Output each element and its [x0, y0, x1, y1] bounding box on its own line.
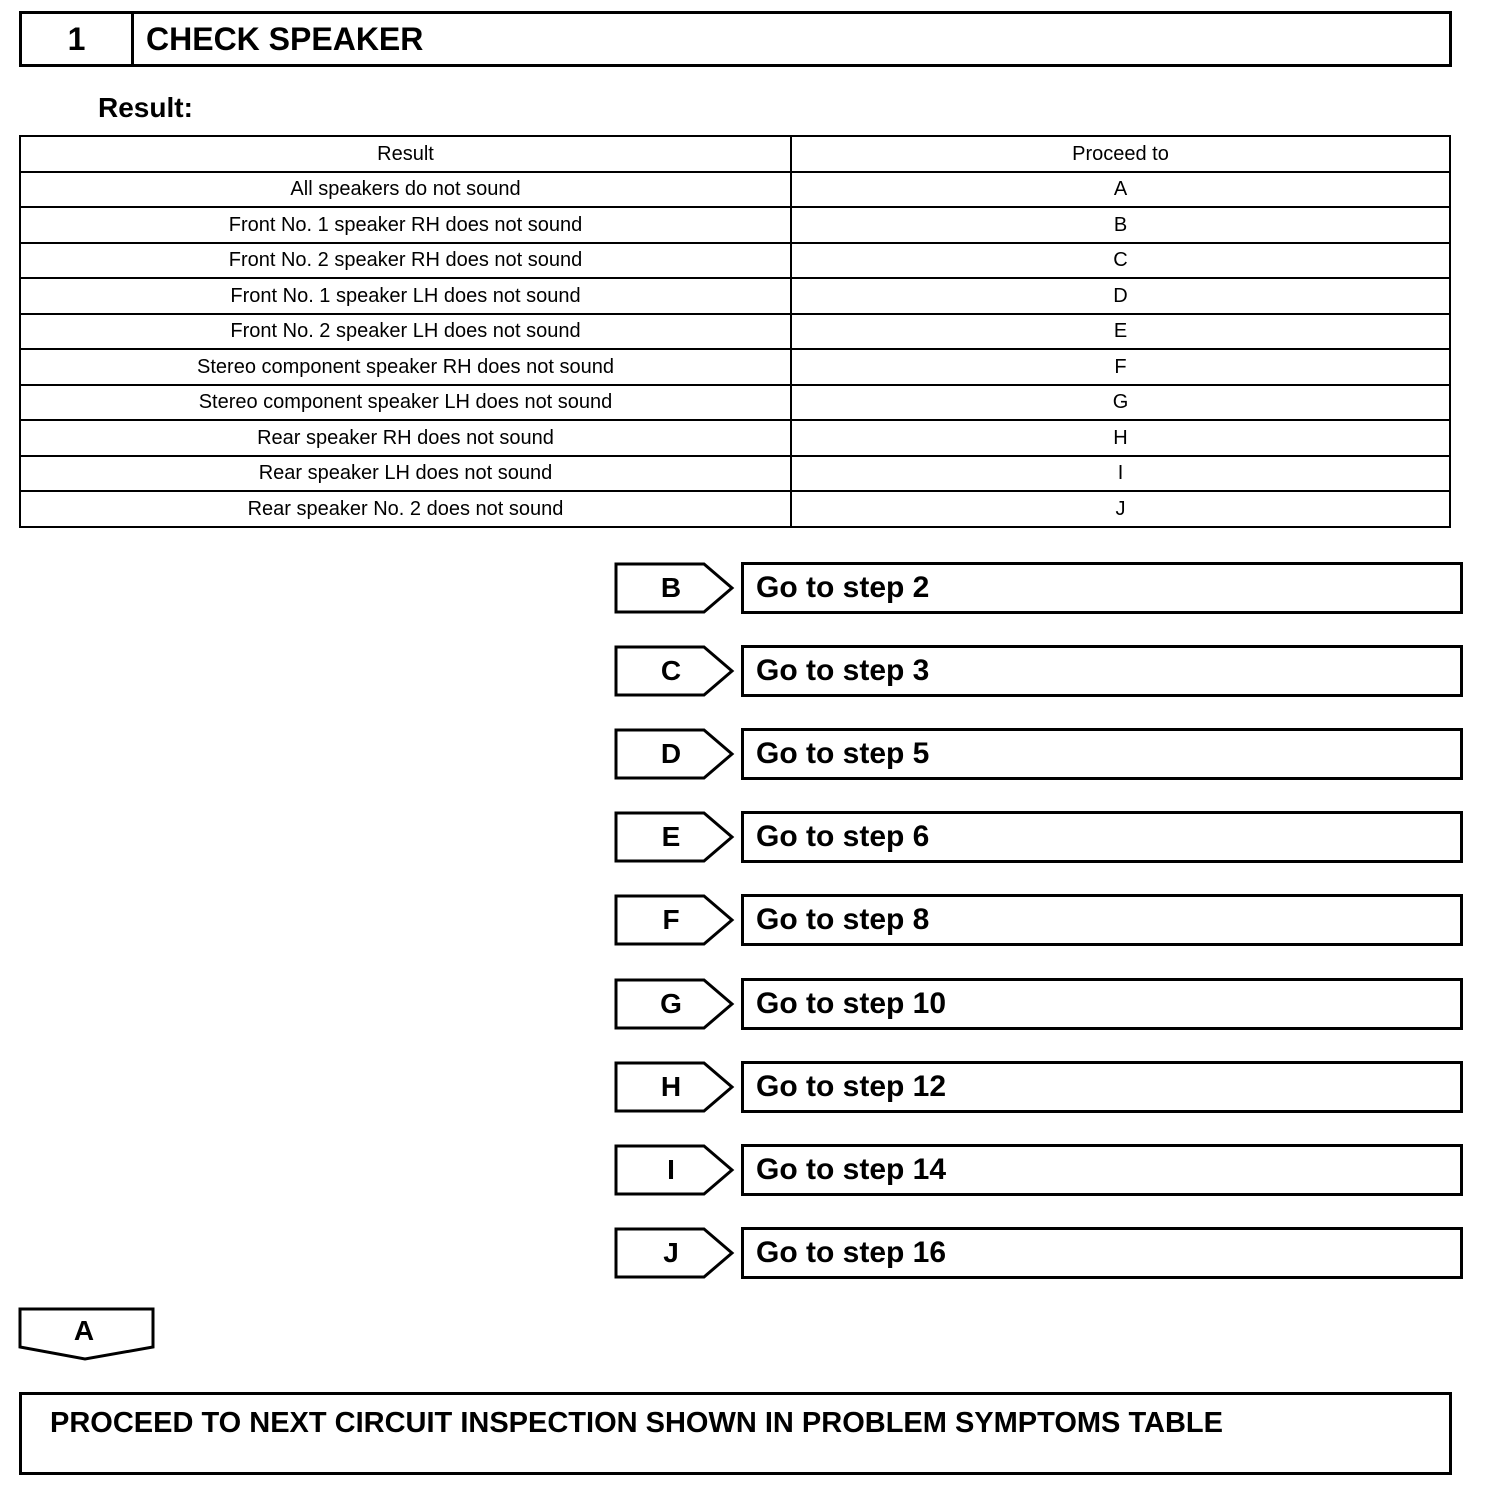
goto-step-box: Go to step 16 [741, 1227, 1463, 1279]
branch-f[interactable] [614, 894, 1451, 946]
branch-i[interactable] [614, 1144, 1451, 1196]
final-action-text: PROCEED TO NEXT CIRCUIT INSPECTION SHOWN IN PROBLEM SYMPTOMS TABLE [50, 1407, 1223, 1439]
result-cell: Stereo component speaker RH does not sound [20, 349, 791, 385]
branch-letter: F [662, 904, 680, 936]
branch-b[interactable] [614, 562, 1451, 614]
branch-e[interactable] [614, 811, 1451, 863]
table-row [20, 243, 1450, 279]
branch-letter: H [660, 1070, 682, 1102]
final-action-box [19, 1392, 1452, 1475]
goto-step-box: Go to step 12 [741, 1061, 1463, 1113]
result-cell: Front No. 1 speaker LH does not sound [20, 278, 791, 314]
result-cell: Rear speaker RH does not sound [20, 420, 791, 456]
table-row [20, 420, 1450, 456]
column-header-result: Result [20, 136, 791, 172]
branch-letter: B [660, 572, 682, 603]
table-row [20, 207, 1450, 243]
branch-letter: E [661, 821, 681, 853]
proceed-to-cell: A [791, 172, 1450, 208]
result-cell: Rear speaker LH does not sound [20, 456, 791, 492]
goto-step-box: Go to step 5 [741, 728, 1463, 780]
column-header-proceed-to: Proceed to [791, 136, 1450, 172]
table-row [20, 491, 1450, 527]
branch-letter: A [73, 1315, 95, 1346]
result-cell: All speakers do not sound [20, 172, 791, 208]
proceed-to-cell: D [791, 278, 1450, 314]
branch-j[interactable] [614, 1227, 1451, 1279]
table-row [20, 456, 1450, 492]
step-title: CHECK SPEAKER [146, 20, 424, 57]
branch-h[interactable] [614, 1061, 1451, 1113]
proceed-to-cell: C [791, 243, 1450, 279]
table-row [20, 385, 1450, 421]
branch-d[interactable] [614, 728, 1451, 780]
proceed-to-cell: B [791, 207, 1450, 243]
branch-g[interactable] [614, 978, 1451, 1030]
table-row [20, 278, 1450, 314]
goto-step-box: Go to step 3 [741, 645, 1463, 697]
branch-a-marker[interactable] [18, 1307, 156, 1361]
goto-step-box: Go to step 2 [741, 562, 1463, 614]
result-table [19, 135, 1451, 528]
proceed-to-cell: I [791, 456, 1450, 492]
proceed-to-cell: H [791, 420, 1450, 456]
step-header [19, 11, 1452, 67]
result-label: Result: [98, 92, 193, 123]
goto-step-box: Go to step 10 [741, 978, 1463, 1030]
proceed-to-cell: F [791, 349, 1450, 385]
goto-step-box: Go to step 8 [741, 894, 1463, 946]
result-cell: Stereo component speaker LH does not sound [20, 385, 791, 421]
result-cell: Front No. 2 speaker RH does not sound [20, 243, 791, 279]
branch-letter: J [663, 1236, 679, 1268]
branch-letter: C [660, 655, 682, 687]
branch-letter: I [667, 1153, 675, 1185]
proceed-to-cell: E [791, 314, 1450, 350]
branch-letter: D [660, 738, 682, 770]
goto-step-box: Go to step 14 [741, 1144, 1463, 1196]
proceed-to-cell: J [791, 491, 1450, 527]
table-row [20, 314, 1450, 350]
table-header-row [20, 136, 1450, 172]
result-cell: Front No. 2 speaker LH does not sound [20, 314, 791, 350]
table-row [20, 172, 1450, 208]
branch-letter: G [660, 987, 682, 1019]
proceed-to-cell: G [791, 385, 1450, 421]
step-number: 1 [22, 14, 134, 64]
table-row [20, 349, 1450, 385]
result-cell: Front No. 1 speaker RH does not sound [20, 207, 791, 243]
branch-c[interactable] [614, 645, 1451, 697]
result-cell: Rear speaker No. 2 does not sound [20, 491, 791, 527]
goto-step-box: Go to step 6 [741, 811, 1463, 863]
